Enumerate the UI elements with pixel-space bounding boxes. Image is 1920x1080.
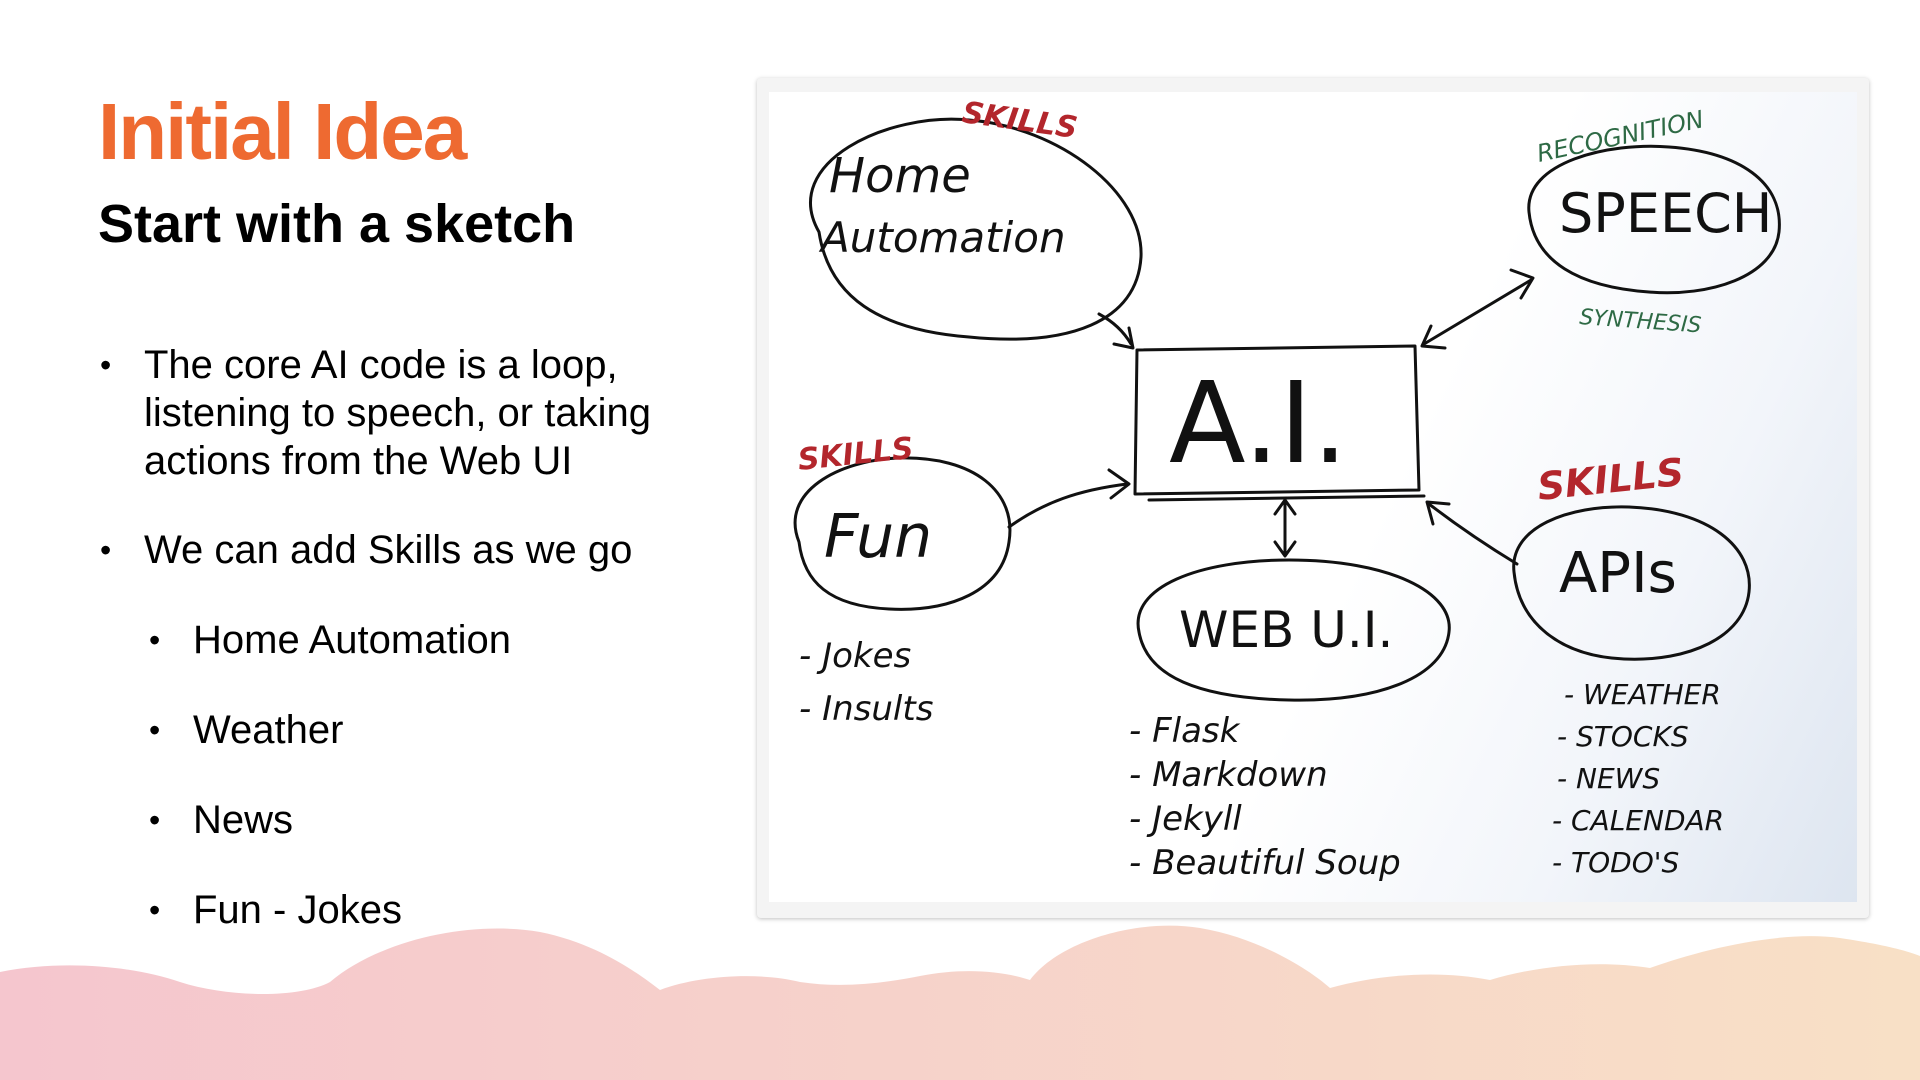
fun-skills-tag: SKILLS xyxy=(796,431,916,478)
speech-recognition-label: RECOGNITION xyxy=(1534,105,1707,168)
bullet-dot: • xyxy=(100,347,112,383)
apis-item: - WEATHER xyxy=(1564,678,1721,711)
slide-subtitle: Start with a sketch xyxy=(98,194,576,254)
bullet-line: listening to speech, or taking xyxy=(144,391,651,435)
slide-title: Initial Idea xyxy=(98,87,466,176)
ai-speech-arrow xyxy=(1424,280,1531,344)
fun-label: Fun xyxy=(824,502,933,572)
bullet-text: We can add Skills as we go xyxy=(144,528,633,572)
apis-label: APIs xyxy=(1559,541,1677,606)
bullet-dot: • xyxy=(149,892,161,928)
webui-item: - Jekyll xyxy=(1129,799,1242,839)
apis-to-ai-arrow xyxy=(1429,504,1517,564)
home-label-line1: Home xyxy=(829,148,971,204)
webui-item: - Markdown xyxy=(1129,755,1328,795)
bullet-line: actions from the Web UI xyxy=(144,439,573,483)
webui-label: WEB U.I. xyxy=(1179,601,1394,659)
bullet-dot: • xyxy=(149,622,161,658)
webui-item: - Flask xyxy=(1129,711,1240,751)
apis-item: - NEWS xyxy=(1557,762,1661,795)
bullet-list xyxy=(0,0,760,980)
sketch-photo-frame xyxy=(757,78,1869,918)
apis-item: - TODO'S xyxy=(1552,846,1680,879)
home-to-ai-arrow xyxy=(1099,314,1131,344)
webui-item: - Beautiful Soup xyxy=(1129,843,1401,883)
bullet-text: News xyxy=(193,798,294,842)
bullet-dot: • xyxy=(149,802,161,838)
whiteboard-sketch xyxy=(769,92,1857,902)
fun-to-ai-arrow xyxy=(1009,484,1127,527)
bullet-text: Home Automation xyxy=(193,618,511,662)
speech-label: SPEECH xyxy=(1559,182,1773,245)
fun-item: - Jokes xyxy=(799,636,912,676)
apis-item: - STOCKS xyxy=(1557,720,1689,753)
bullet-text xyxy=(144,341,651,485)
fun-item: - Insults xyxy=(799,689,934,729)
bullet-line: The core AI code is a loop, xyxy=(144,343,618,387)
apis-item: - CALENDAR xyxy=(1552,804,1725,837)
sketch-drawing xyxy=(769,92,1857,902)
speech-synthesis-label: SYNTHESIS xyxy=(1578,305,1703,339)
home-label-line2: Automation xyxy=(821,213,1066,262)
apis-skills-tag: SKILLS xyxy=(1535,449,1686,509)
bullet-dot: • xyxy=(149,712,161,748)
decorative-clouds xyxy=(0,920,1920,1080)
home-skills-tag: SKILLS xyxy=(959,95,1080,147)
bullet-dot: • xyxy=(100,532,112,568)
bullet-text: Weather xyxy=(193,708,344,752)
bullet-text: Fun - Jokes xyxy=(193,888,402,932)
ai-label: A.I. xyxy=(1169,359,1348,489)
